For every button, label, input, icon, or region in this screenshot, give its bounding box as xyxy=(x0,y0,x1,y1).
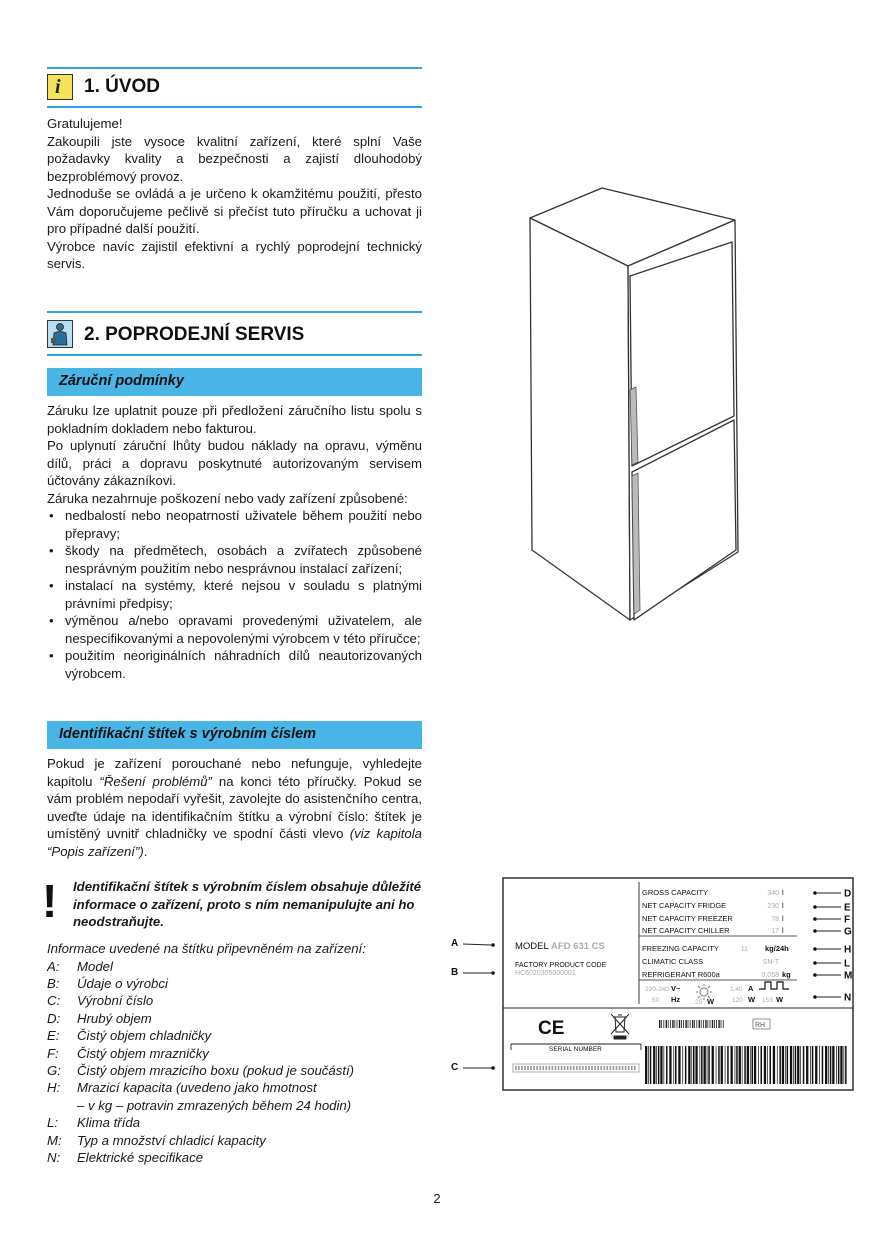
plate-serial-label: SERIAL NUMBER xyxy=(549,1046,602,1053)
plate-factory-code-value: HC6020305000001 xyxy=(515,970,576,977)
barcode-bar xyxy=(708,1046,710,1084)
chapter-reference: “Řešení problémů” xyxy=(99,773,212,789)
barcode-bar xyxy=(758,1046,759,1084)
callout-h: H xyxy=(844,944,852,956)
callout-dot xyxy=(813,947,817,951)
barcode-bar xyxy=(779,1046,781,1084)
callout-g: G xyxy=(844,926,852,938)
legend-item xyxy=(47,1114,427,1131)
serial-mark xyxy=(539,1066,541,1070)
barcode-bar xyxy=(810,1046,811,1084)
barcode-bar xyxy=(663,1020,664,1028)
barcode-bar xyxy=(815,1046,817,1084)
callout-dot xyxy=(813,973,817,977)
legend-key: D: xyxy=(47,1010,61,1026)
plate-power-unit: W xyxy=(748,995,756,1004)
barcode-bar xyxy=(693,1046,695,1084)
id-label-heading-bar xyxy=(47,721,422,749)
barcode-bar xyxy=(659,1020,660,1028)
barcode-bar xyxy=(685,1020,686,1028)
serial-mark xyxy=(622,1066,624,1070)
legend-text: – v kg – potravin zmrazených během 24 hodin) xyxy=(77,1097,352,1113)
plate-row-value: 340 xyxy=(767,890,779,897)
plate-defrost-unit: W xyxy=(776,995,784,1004)
barcode-bar xyxy=(690,1020,691,1028)
plate-power: 120 xyxy=(732,997,743,1004)
legend-title: Informace uvedené na štítku připevněném na zařízení: xyxy=(47,941,366,956)
callout-dot xyxy=(813,929,817,933)
barcode-bar xyxy=(716,1046,717,1084)
barcode-bar xyxy=(704,1046,706,1084)
legend-key: F: xyxy=(47,1045,59,1061)
barcode-bar xyxy=(782,1046,784,1084)
barcode-bar xyxy=(710,1020,711,1028)
callout-dot xyxy=(813,891,817,895)
serial-mark xyxy=(576,1066,578,1070)
serial-mark xyxy=(628,1066,630,1070)
barcode-bar xyxy=(718,1046,720,1084)
section-2-bottom-rule xyxy=(47,354,422,356)
list-item: • nedbalostí nebo neopatrností uživatele během použití nebo přepravy; xyxy=(47,507,422,542)
plate-current: 1.40 xyxy=(730,986,743,993)
barcode-bar xyxy=(673,1046,674,1084)
legend-text: Výrobní číslo xyxy=(77,993,154,1009)
plate-model-value: AFD 631 CS xyxy=(551,941,605,952)
barcode-bar xyxy=(660,1046,662,1084)
legend-key: C: xyxy=(47,993,61,1009)
serial-mark xyxy=(564,1066,566,1070)
barcode-bar xyxy=(650,1046,652,1084)
serial-mark xyxy=(558,1066,560,1070)
refrigerator-illustration xyxy=(520,180,750,630)
plate-row-label: NET CAPACITY CHILLER xyxy=(642,926,730,935)
legend-key: M: xyxy=(47,1132,62,1148)
label-legend xyxy=(47,940,427,1166)
legend-item xyxy=(47,992,427,1009)
barcode-bar xyxy=(696,1020,697,1028)
barcode-bar xyxy=(777,1046,778,1084)
barcode-bar xyxy=(653,1046,655,1084)
serial-mark xyxy=(600,1066,602,1070)
barcode-bar xyxy=(700,1046,701,1084)
legend-item xyxy=(47,1132,427,1149)
intro-text xyxy=(47,115,422,273)
warranty-paragraph: Po uplynutí záruční lhůty budou náklady na opravu, výměnu dílů, práci a dopravu poskytnuté autorizovaným servisem účtovány zákazníkovi. xyxy=(47,438,422,488)
serial-mark xyxy=(515,1066,517,1070)
serial-mark xyxy=(555,1066,557,1070)
legend-text: Model xyxy=(77,958,113,974)
warranty-heading: Záruční podmínky xyxy=(59,373,184,389)
id-text-part: . xyxy=(143,843,148,859)
barcode-bar xyxy=(701,1020,702,1028)
serial-mark xyxy=(588,1066,590,1070)
barcode-bar xyxy=(830,1046,832,1084)
barcode-bar xyxy=(685,1046,687,1084)
plate-frequency-unit: Hz xyxy=(671,995,681,1004)
barcode-bar xyxy=(754,1046,756,1084)
barcode-bar xyxy=(764,1046,766,1084)
serial-mark xyxy=(579,1066,581,1070)
barcode-bar xyxy=(716,1020,717,1028)
legend-text: Čistý objem mrazničky xyxy=(77,1045,209,1061)
callout-dot xyxy=(813,917,817,921)
plate-rh: RH xyxy=(755,1022,766,1029)
barcode-bar xyxy=(707,1046,708,1084)
serial-mark xyxy=(524,1066,526,1070)
serial-mark xyxy=(542,1066,544,1070)
serial-mark xyxy=(616,1066,618,1070)
warning-text: Identifikační štítek s výrobním číslem obsahuje důležité informace o zařízení, proto s ním nemanipulujte ani ho neodstraňujte. xyxy=(73,879,422,929)
fridge-side xyxy=(530,218,630,620)
barcode-bar xyxy=(691,1046,692,1084)
barcode-bar xyxy=(727,1046,729,1084)
barcode-bar xyxy=(736,1046,738,1084)
barcode-bar xyxy=(666,1046,668,1084)
callout-e: E xyxy=(844,902,851,914)
plate-lamp-unit: W xyxy=(707,997,715,1006)
legend-text: Čistý objem chladničky xyxy=(77,1028,212,1044)
intro-paragraph: Zakoupili jste vysoce kvalitní zařízení, které splní Vaše požadavky kvality a bezpečnosti a zajistí dlouhodobý bezproblémový provoz. xyxy=(47,133,422,184)
callout-d: D xyxy=(844,888,852,900)
barcode-bar xyxy=(770,1046,772,1084)
list-item: • použitím neoriginálních náhradních dílů neautorizovaných výrobcem. xyxy=(47,647,422,682)
barcode-bar xyxy=(797,1046,799,1084)
barcode-bar xyxy=(825,1046,827,1084)
legend-item xyxy=(47,1097,427,1114)
barcode-bar xyxy=(721,1020,722,1028)
barcode-bar xyxy=(692,1020,693,1028)
barcode-bar xyxy=(806,1046,808,1084)
id-label-heading: Identifikační štítek s výrobním číslem xyxy=(59,726,317,742)
list-item: • výměnou a/nebo opravami provedenými uživatelem, ale nespecifikovanými a nepovolenými výrobcem v této příručce; xyxy=(47,612,422,647)
legend-text: Hrubý objem xyxy=(77,1010,152,1026)
barcode-bar xyxy=(761,1046,763,1084)
plate-row-label: REFRIGERANT R600a xyxy=(642,970,720,979)
plate-row-label: GROSS CAPACITY xyxy=(642,888,709,897)
legend-item xyxy=(47,1062,427,1079)
barcode-bar xyxy=(658,1046,660,1084)
legend-key: A: xyxy=(47,958,60,974)
barcode-bar xyxy=(648,1046,649,1084)
barcode-bar xyxy=(707,1020,708,1028)
barcode-bar xyxy=(705,1020,706,1028)
serial-mark xyxy=(625,1066,627,1070)
serial-barcode xyxy=(645,1046,847,1084)
legend-item xyxy=(47,1149,427,1166)
page-number: 2 xyxy=(433,1191,441,1206)
serial-mark xyxy=(536,1066,538,1070)
barcode-bar xyxy=(739,1046,741,1084)
warranty-paragraph: Záruku lze uplatnit pouze při předložení záručního listu spolu s pokladním dokladem nebo fakturou. xyxy=(47,403,422,436)
barcode-bar xyxy=(681,1020,682,1028)
serial-mark xyxy=(631,1066,633,1070)
legend-item xyxy=(47,1010,427,1027)
serial-mark xyxy=(573,1066,575,1070)
serial-mark xyxy=(518,1066,520,1070)
list-item: • škody na předmětech, osobách a zvířatech způsobené nesprávným použitím nebo nesprávnou instalací zařízení; xyxy=(47,542,422,577)
serial-mark xyxy=(530,1066,532,1070)
legend-text: Typ a množství chladicí kapacity xyxy=(77,1132,266,1148)
plate-row-unit: kg/24h xyxy=(765,944,789,953)
plate-model-label: MODEL xyxy=(515,941,549,952)
barcode-bar xyxy=(695,1046,697,1084)
section-1-title: 1. ÚVOD xyxy=(84,76,161,97)
callout-n: N xyxy=(844,992,852,1004)
serial-mark xyxy=(603,1066,605,1070)
legend-key: G: xyxy=(47,1062,61,1078)
callout-b: B xyxy=(451,967,459,978)
barcode-bar xyxy=(735,1046,736,1084)
legend-text: Mrazicí kapacita (uvedeno jako hmotnost xyxy=(77,1080,317,1096)
barcode-bar xyxy=(744,1046,746,1084)
ce-mark: CE xyxy=(538,1018,565,1039)
plate-row-value: 78 xyxy=(771,916,779,923)
plate-row-label: FREEZING CAPACITY xyxy=(642,944,719,953)
id-label-text xyxy=(47,755,422,860)
barcode-bar xyxy=(787,1046,789,1084)
serial-mark xyxy=(533,1066,535,1070)
legend-item xyxy=(47,975,427,992)
warranty-paragraph: Záruka nezahrnuje poškození nebo vady zařízení způsobené: xyxy=(47,490,408,506)
callout-a: A xyxy=(451,938,459,949)
barcode-bar xyxy=(790,1046,792,1084)
chapter-reference: (viz kapitola “Popis zařízení”) xyxy=(47,826,422,859)
barcode-bar xyxy=(701,1046,703,1084)
technician-icon xyxy=(47,320,73,348)
legend-item xyxy=(47,1027,427,1044)
callout-l: L xyxy=(844,958,851,970)
warranty-text xyxy=(47,402,422,682)
serial-mark xyxy=(570,1066,572,1070)
legend-key: E: xyxy=(47,1028,60,1044)
plate-current-unit: A xyxy=(748,984,754,993)
warranty-heading-bar xyxy=(47,368,422,396)
serial-mark xyxy=(549,1066,551,1070)
callout-f: F xyxy=(844,914,851,926)
barcode-bar xyxy=(844,1046,845,1084)
barcode-bar xyxy=(819,1046,820,1084)
barcode-bar xyxy=(773,1046,775,1084)
serial-mark xyxy=(582,1066,584,1070)
plate-row-value: SN-T xyxy=(762,959,779,966)
barcode-bar xyxy=(747,1046,749,1084)
barcode-bar xyxy=(683,1020,684,1028)
serial-mark xyxy=(619,1066,621,1070)
serial-mark xyxy=(546,1066,548,1070)
barcode-bar xyxy=(723,1020,724,1028)
barcode-bar xyxy=(838,1046,840,1084)
callout-dot xyxy=(813,905,817,909)
plate-row-label: CLIMATIC CLASS xyxy=(642,957,704,966)
id-text-part: Pokud je zařízení porouchané nebo nefunguje, vyhledejte kapitolu xyxy=(47,756,422,789)
serial-mark xyxy=(561,1066,563,1070)
barcode-bar xyxy=(669,1046,671,1084)
plate-voltage: 220-240 xyxy=(645,986,669,993)
barcode-bar xyxy=(679,1020,680,1028)
barcode-bar xyxy=(721,1046,723,1084)
serial-mark xyxy=(527,1066,529,1070)
barcode-bar xyxy=(731,1046,733,1084)
id-text-part: na konci této příručky. Pokud se vám problém nepodaří vyřešit, zavolejte do asistenčního centra, uveďte údaje na identifikačním štítku a výrobní číslo: štítek je umístěný uvnitř chladničky ve spodní části vlevo xyxy=(47,773,422,841)
legend-key: B: xyxy=(47,975,60,991)
rating-plate-illustration xyxy=(445,876,865,1096)
intro-paragraph: Gratulujeme! xyxy=(47,116,123,131)
serial-mark xyxy=(552,1066,554,1070)
barcode-bar xyxy=(677,1020,678,1028)
section-2-top-rule xyxy=(47,311,422,313)
barcode-bar xyxy=(694,1020,695,1028)
barcode-bar xyxy=(699,1020,700,1028)
barcode-bar xyxy=(682,1046,683,1084)
barcode-bar xyxy=(672,1020,673,1028)
serial-mark xyxy=(634,1066,636,1070)
legend-key: H: xyxy=(47,1080,61,1096)
legend-text: Elektrické specifikace xyxy=(77,1149,204,1165)
barcode-bar xyxy=(688,1020,689,1028)
barcode-bar xyxy=(800,1046,801,1084)
legend-key xyxy=(47,1097,77,1114)
barcode-bar xyxy=(767,1046,768,1084)
plate-row-unit: l xyxy=(782,914,784,923)
barcode-bar xyxy=(750,1046,751,1084)
info-icon: i xyxy=(47,74,73,100)
barcode-bar xyxy=(812,1046,814,1084)
legend-item xyxy=(47,1045,427,1062)
legend-key: N: xyxy=(47,1149,61,1165)
section-1-top-rule xyxy=(47,67,422,69)
plate-row-value: 0,058 xyxy=(761,972,779,979)
plate-frequency: 50 xyxy=(652,997,660,1004)
callout-c: C xyxy=(451,1062,459,1073)
serial-mark xyxy=(597,1066,599,1070)
legend-item xyxy=(47,1079,427,1096)
barcode-bar xyxy=(661,1020,662,1028)
serial-mark xyxy=(607,1066,609,1070)
plate-row-unit: l xyxy=(782,926,784,935)
barcode-bar xyxy=(832,1046,834,1084)
barcode-bar xyxy=(703,1020,704,1028)
barcode-bar xyxy=(678,1046,680,1084)
plate-row-value: 230 xyxy=(767,903,779,910)
plate-row-unit: l xyxy=(782,901,784,910)
callout-dot xyxy=(813,961,817,965)
barcode-bar xyxy=(828,1046,829,1084)
barcode-bar xyxy=(712,1020,713,1028)
serial-mark xyxy=(585,1066,587,1070)
barcode-bar xyxy=(742,1046,743,1084)
barcode-bar xyxy=(714,1020,715,1028)
barcode-bar xyxy=(688,1046,690,1084)
barcode-bar xyxy=(793,1046,794,1084)
section-2-title: 2. POPRODEJNÍ SERVIS xyxy=(84,324,305,345)
barcode-bar xyxy=(785,1046,786,1084)
plate-row-unit: kg xyxy=(782,970,791,979)
barcode-bar xyxy=(670,1020,671,1028)
barcode-bar xyxy=(803,1046,805,1084)
callout-dot xyxy=(813,995,817,999)
barcode-bar xyxy=(718,1020,719,1028)
plate-factory-code-label: FACTORY PRODUCT CODE xyxy=(515,962,607,969)
barcode-bar xyxy=(795,1046,797,1084)
barcode-bar xyxy=(645,1046,647,1084)
legend-text: Čistý objem mrazicího boxu (pokud je součástí) xyxy=(77,1062,355,1078)
barcode-bar xyxy=(666,1020,667,1028)
barcode-bar xyxy=(836,1046,837,1084)
serial-mark xyxy=(594,1066,596,1070)
serial-mark xyxy=(521,1066,523,1070)
serial-mark xyxy=(613,1066,615,1070)
callout-m: M xyxy=(844,970,853,982)
intro-paragraph: Výrobce navíc zajistil efektivní a rychlý poprodejní technický servis. xyxy=(47,238,422,271)
legend-text: Klima třída xyxy=(77,1115,141,1131)
serial-mark xyxy=(567,1066,569,1070)
warranty-exclusions-list xyxy=(47,507,422,682)
barcode-bar xyxy=(752,1046,754,1084)
barcode-bar xyxy=(675,1046,677,1084)
serial-mark xyxy=(610,1066,612,1070)
plate-defrost-power: 153 xyxy=(762,997,773,1004)
plate-lamp-power: 25 xyxy=(695,999,703,1006)
legend-text: Údaje o výrobci xyxy=(77,975,168,991)
plate-row-unit: l xyxy=(782,888,784,897)
barcode-bar xyxy=(712,1046,714,1084)
plate-row-label: NET CAPACITY FRIDGE xyxy=(642,901,727,910)
section-1-bottom-rule xyxy=(47,106,422,108)
barcode-bar xyxy=(668,1020,669,1028)
list-item: • instalací na systémy, které nejsou v souladu s platnými právními předpisy; xyxy=(47,577,422,612)
barcode-bar xyxy=(822,1046,824,1084)
legend-key: L: xyxy=(47,1115,58,1131)
intro-paragraph: Jednoduše se ovládá a je určeno k okamžitému použití, přesto Vám doporučujeme pečlivě si přečíst tuto příručku a uchovat ji pro případné další použití. xyxy=(47,186,422,236)
barcode-bar xyxy=(664,1046,665,1084)
plate-row-value: 11 xyxy=(740,946,748,953)
serial-mark xyxy=(591,1066,593,1070)
barcode-bar xyxy=(845,1046,847,1084)
barcode-bar xyxy=(840,1046,842,1084)
plate-row-value: 17 xyxy=(771,928,779,935)
plate-row-label: NET CAPACITY FREEZER xyxy=(642,914,733,923)
barcode-bar xyxy=(656,1046,657,1084)
barcode-bar xyxy=(725,1046,726,1084)
exclamation-icon: ! xyxy=(42,875,58,927)
plate-voltage-unit: V~ xyxy=(671,984,681,993)
legend-item xyxy=(47,958,427,975)
barcode-bar xyxy=(674,1020,675,1028)
